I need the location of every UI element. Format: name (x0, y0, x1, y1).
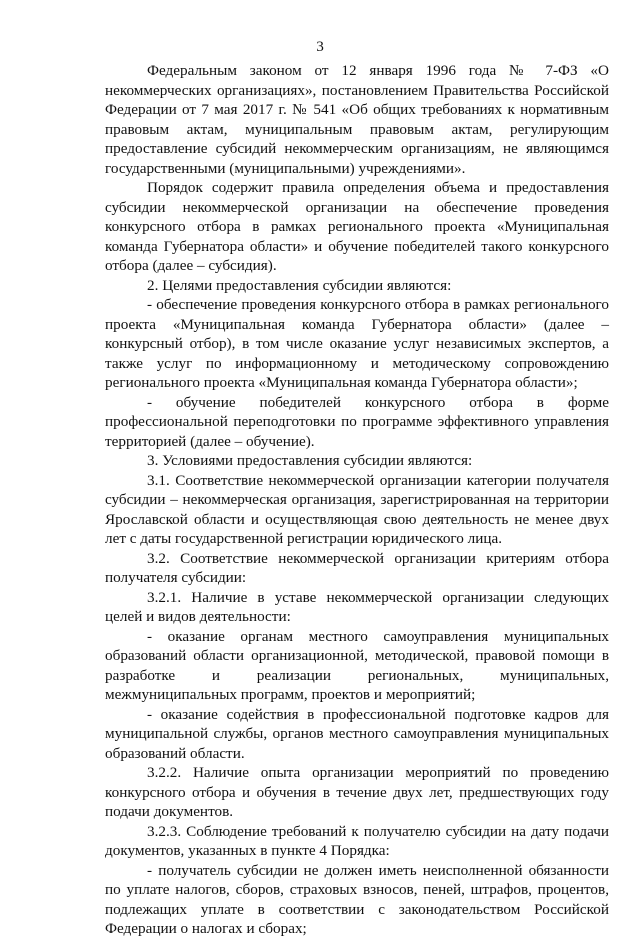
paragraph: Порядок содержит правила определения объема и предоставления субсидии некоммерческой организации на обеспечение проведения конкурсного отбора в рамках регионального проекта «Муниципальная команда Губернатора области» и обучение победителей такого конкурсного отбора (далее – субсидия). (105, 179, 609, 274)
document-body (105, 61, 609, 939)
paragraph: 3.2. Соответствие некоммерческой организации критериям отбора получателя субсидии: (105, 549, 609, 586)
paragraph: - оказание содействия в профессиональной подготовке кадров для муниципальной службы, органов местного самоуправления муниципальных образований области. (105, 705, 609, 762)
paragraph: - получатель субсидии не должен иметь неисполненной обязанности по уплате налогов, сборов, страховых взносов, пеней, штрафов, процентов, подлежащих уплате в соответствии с законодательством Российской Федерации о налогах и сборах; (105, 861, 609, 937)
paragraph: 3.2.3. Соблюдение требований к получателю субсидии на дату подачи документов, указанных в пункте 4 Порядка: (105, 822, 609, 859)
paragraph: - оказание органам местного самоуправления муниципальных образований области организационной, методической, правовой помощи в разработке и реализации региональных, муниципальных, межмуниципальных программ, проектов и мероприятий; (105, 627, 609, 703)
paragraph: 3.2.2. Наличие опыта организации мероприятий по проведению конкурсного отбора и обучения в течение двух лет, предшествующих году подачи документов. (105, 764, 609, 820)
paragraph: 3.1. Соответствие некоммерческой организации категории получателя субсидии – некоммерческая организация, зарегистрированная на территории Ярославской области и осуществляющая свою деятельность не менее двух лет с даты государственной регистрации юридического лица. (105, 471, 609, 547)
paragraph: 2. Целями предоставления субсидии являются: (147, 276, 452, 294)
paragraph: - обучение победителей конкурсного отбора в форме профессиональной переподготовки по программе эффективного управления территорией (далее – обучение). (105, 393, 609, 450)
page-number: 3 (316, 38, 324, 55)
paragraph: Федеральным законом от 12 января 1996 года № 7-ФЗ «О некоммерческих организациях», постановлением Правительства Российской Федерации от 7 мая 2017 г. № 541 «Об общих требованиях к нормативным правовым актам, муниципальным правовым актам, регулирующим предоставление субсидий некоммерческим организациям, не являющимся государственными (муниципальными) учреждениями». (105, 62, 609, 177)
paragraph: - обеспечение проведения конкурсного отбора в рамках регионального проекта «Муниципальная команда Губернатора области» (далее – конкурсный отбор), в том числе оказание услуг независимых экспертов, а также услуг по информационному и методическому сопровождению регионального проекта «Муниципальная команда Губернатора области»; (105, 296, 609, 391)
paragraph: 3. Условиями предоставления субсидии являются: (147, 452, 473, 469)
paragraph: 3.2.1. Наличие в уставе некоммерческой организации следующих целей и видов деятельности: (105, 588, 609, 625)
